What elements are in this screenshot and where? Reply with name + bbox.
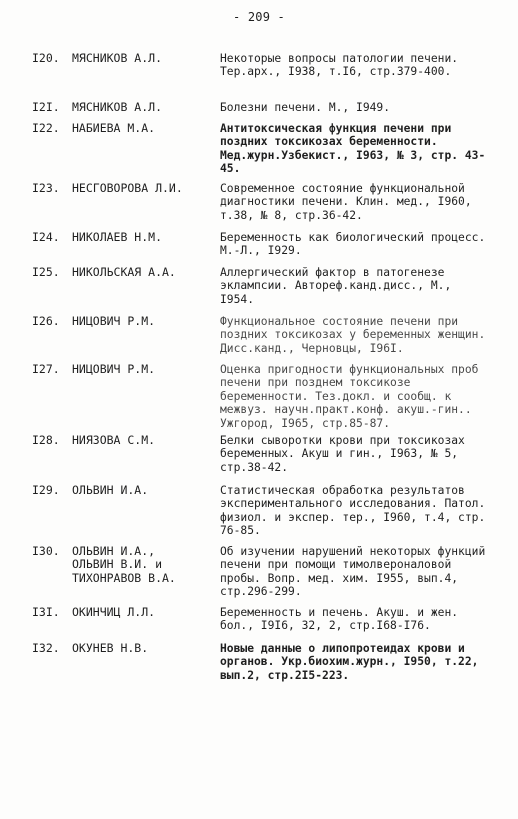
entry-number: I3I.: [32, 605, 60, 619]
entry-citation: Современное состояние функциональной диагностики печени. Клин. мед., I960, т.38, № 8, стр.36-42.: [220, 182, 472, 222]
entry-number: I28.: [32, 433, 60, 447]
entry-number: I20.: [32, 51, 60, 65]
entry-number: I24.: [32, 230, 60, 244]
entry-author: ОЛЬВИН И.А., ОЛЬВИН В.И. и ТИХОНРАВОВ В.А.: [72, 544, 176, 585]
entry-number: I22.: [32, 121, 60, 135]
entry-number: I23.: [32, 181, 60, 195]
page-number: - 209 -: [233, 10, 285, 24]
entry-author: НИКОЛАЕВ Н.М.: [72, 230, 163, 244]
entry-citation: Функциональное состояние печени при поздних токсикозах у беременных женщин. Дисс.канд., Черновцы, I96I.: [220, 315, 486, 355]
entry-citation: Новые данные о липопротеидах крови и органов. Укр.биохим.журн., I950, т.22, вып.2, стр.2I5-223.: [220, 642, 479, 682]
entry-author: ОЛЬВИН И.А.: [72, 483, 149, 497]
entry-citation: Болезни печени. М., I949.: [220, 101, 391, 114]
entry-citation: Статистическая обработка результатов экспериментального исследования. Патол. физиол. и экспер. тер., I960, т.4, стр. 76-85.: [220, 484, 486, 538]
entry-author: МЯСНИКОВ А.Л.: [72, 100, 163, 114]
entry-citation: Белки сыворотки крови при токсикозах беременных. Акуш и гин., I963, № 5, стр.38-42.: [220, 434, 465, 474]
entry-citation: Беременность как биологический процесс. М.-Л., I929.: [220, 231, 486, 258]
entry-citation: Аллергический фактор в патогенезе эклампсии. Автореф.канд.дисс., М., I954.: [220, 266, 452, 306]
entry-citation: Некоторые вопросы патологии печени. Тер.арх., I938, т.I6, стр.379-400.: [220, 52, 459, 79]
entry-author: НАБИЕВА М.А.: [72, 121, 156, 135]
entry-author: МЯСНИКОВ А.Л.: [72, 51, 163, 65]
entry-author: НЕСГОВОРОВА Л.И.: [72, 181, 183, 195]
entry-author: НИЯЗОВА С.М.: [72, 433, 156, 447]
entry-citation: Беременность и печень. Акуш. и жен. бол., I9I6, 32, 2, стр.I68-I76.: [220, 606, 459, 633]
entry-number: I32.: [32, 641, 60, 655]
entry-number: I29.: [32, 483, 60, 497]
entry-author: НИЦОВИЧ Р.М.: [72, 362, 156, 376]
entry-author: НИКОЛЬСКАЯ А.А.: [72, 265, 176, 279]
entry-citation: Оценка пригодности функциональных проб печени при позднем токсикозе беременности. Тез.докл. и сообщ. к межвуз. научн.практ.конф. акуш.-гин.. Ужгород, I965, стр.85-87.: [220, 363, 479, 430]
entry-citation: Антитоксическая функция печени при поздних токсикозах беременности. Мед.журн.Узбекист., I963, № 3, стр. 43-45.: [220, 122, 486, 176]
entry-number: I25.: [32, 265, 60, 279]
entry-author: ОКУНЕВ Н.В.: [72, 641, 149, 655]
entry-author: ОКИНЧИЦ Л.Л.: [72, 605, 156, 619]
entry-citation: Об изучении нарушений некоторых функций печени при помощи тимолвероналовой пробы. Вопр. мед. хим. I955, вып.4, стр.296-299.: [220, 545, 486, 599]
entry-number: I2I.: [32, 100, 60, 114]
entry-author: НИЦОВИЧ Р.М.: [72, 314, 156, 328]
entry-number: I27.: [32, 362, 60, 376]
entry-number: I30.: [32, 544, 60, 558]
entry-number: I26.: [32, 314, 60, 328]
